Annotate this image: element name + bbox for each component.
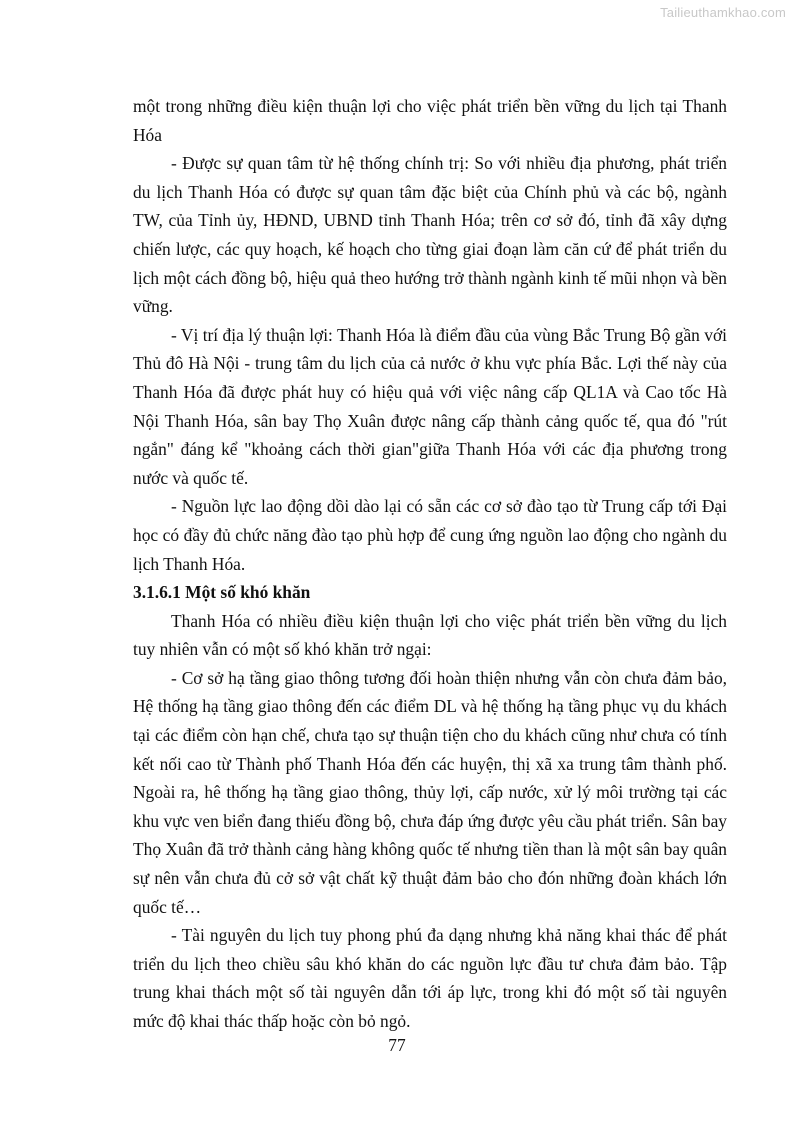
paragraph-difficulties-intro: Thanh Hóa có nhiều điều kiện thuận lợi cho việc phát triển bền vững du lịch tuy nhiên vẫn có một số khó khăn trở ngại:	[133, 610, 727, 660]
section-heading: 3.1.6.1 Một số khó khăn	[133, 582, 311, 603]
page-body	[133, 92, 727, 1036]
paragraph-infrastructure: - Cơ sở hạ tầng giao thông tương đối hoàn thiện nhưng vẫn còn chưa đảm bảo, Hệ thống hạ tầng giao thông đến các điểm DL và hệ thống hạ tầng phục vụ du khách tại các điểm còn hạn chế, chưa tạo sự thuận tiện cho du khách cũng như chưa có tính kết nối cao từ Thành phố Thanh Hóa đến các huyện, thị xã xa trung tâm thành phố. Ngoài ra, hê thống hạ tầng giao thông, thủy lợi, cấp nước, xử lý môi trường tại các khu vực ven biển đang thiếu đồng bộ, chưa đáp ứng được yêu cầu phát triển. Sân bay Thọ Xuân đã trở thành cảng hàng không quốc tế nhưng tiền than là một sân bay quân sự nên vẫn chưa đủ cở sở vật chất kỹ thuật đảm bảo cho đón những đoàn khách lớn quốc tế…	[133, 667, 727, 917]
watermark: Tailieuthamkhao.com	[660, 5, 786, 20]
paragraph-continuation: một trong những điều kiện thuận lợi cho việc phát triển bền vững du lịch tại Thanh Hóa	[133, 96, 727, 145]
paragraph-labor-resources: - Nguồn lực lao động dồi dào lại có sẵn các cơ sở đào tạo từ Trung cấp tới Đại học có đầy đủ chức năng đào tạo phù hợp để cung ứng nguồn lao động cho ngành du lịch Thanh Hóa.	[133, 496, 727, 574]
paragraph-political-support: - Được sự quan tâm từ hệ thống chính trị: So với nhiều địa phương, phát triển du lịch Thanh Hóa có được sự quan tâm đặc biệt của Chính phủ và các bộ, ngành TW, của Tỉnh ủy, HĐND, UBND tỉnh Thanh Hóa; trên cơ sở đó, tỉnh đã xây dựng chiến lược, các quy hoạch, kế hoạch cho từng giai đoạn làm căn cứ để phát triển du lịch một cách đồng bộ, hiệu quả theo hướng trở thành ngành kinh tế mũi nhọn và bền vững.	[133, 153, 727, 317]
paragraph-tourism-resources: - Tài nguyên du lịch tuy phong phú đa dạng nhưng khả năng khai thác để phát triển du lịch theo chiều sâu khó khăn do các nguồn lực đầu tư chưa đảm bảo. Tập trung khai thách một số tài nguyên dẫn tới áp lực, trong khi đó một số tài nguyên mức độ khai thác thấp hoặc còn bỏ ngỏ.	[133, 925, 727, 1031]
paragraph-geographic-location: - Vị trí địa lý thuận lợi: Thanh Hóa là điểm đầu của vùng Bắc Trung Bộ gần với Thủ đô Hà Nội - trung tâm du lịch của cả nước ở khu vực phía Bắc. Lợi thế này của Thanh Hóa đã được phát huy có hiệu quả với việc nâng cấp QL1A và Cao tốc Hà Nội Thanh Hóa, sân bay Thọ Xuân được nâng cấp thành cảng quốc tế, qua đó "rút ngắn" đáng kể "khoảng cách thời gian"giữa Thanh Hóa với các địa phương trong nước và quốc tế.	[133, 324, 727, 488]
page-number: 77	[388, 1035, 406, 1055]
